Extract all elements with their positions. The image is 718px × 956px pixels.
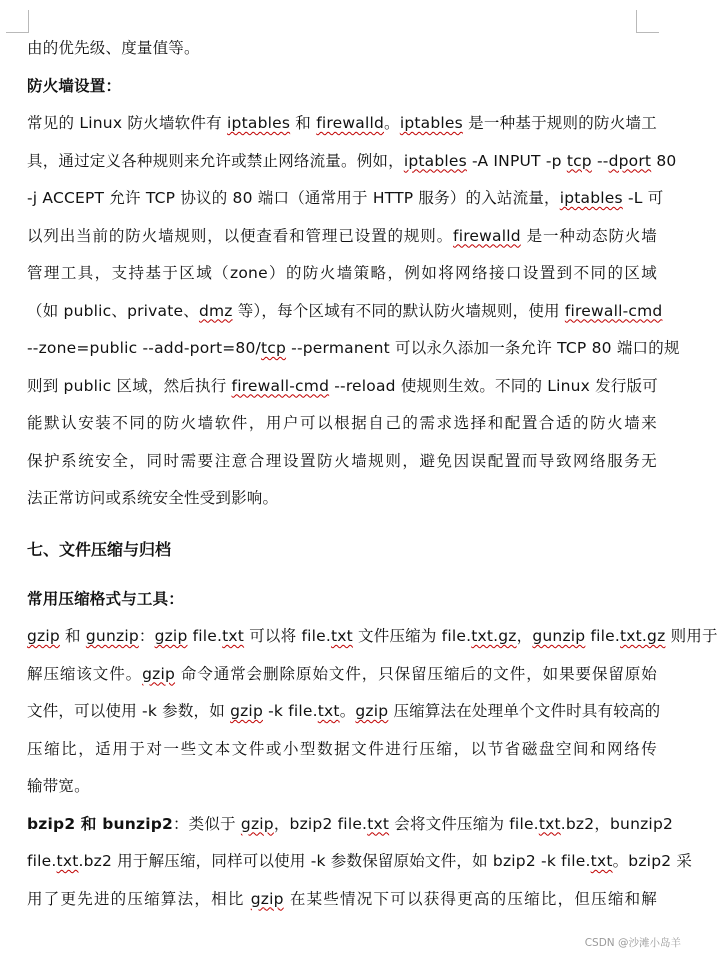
paragraph-line xyxy=(27,480,657,518)
paragraph-line xyxy=(27,330,680,368)
text-run: 输带宽。 xyxy=(27,777,90,795)
text-run: file. xyxy=(27,852,57,870)
text-run: .bz2 用于解压缩，同样可以使用 -k 参数保留原始文件，如 bzip2 -k file. xyxy=(78,852,591,870)
paragraph-line xyxy=(27,881,657,919)
text-run: --permanent 可以永久添加一条允许 TCP 80 端口的规 xyxy=(286,339,680,357)
paragraph-line xyxy=(27,105,657,143)
text-run: 压缩比，适用于对一些文本文件或小型数据文件进行压缩，以节省磁盘空间和网络传 xyxy=(27,739,657,758)
spellcheck-word: gzip xyxy=(355,702,389,720)
text-run: -k file. xyxy=(262,702,318,720)
text-run: 管理工具，支持基于区域（zone）的防火墙策略，例如将网络接口设置到不同的区域 xyxy=(27,264,657,282)
text-run: -- xyxy=(591,151,609,170)
spellcheck-word: txt xyxy=(538,814,561,833)
text-run: --reload 使规则生效。不同的 Linux 发行版可 xyxy=(329,376,658,395)
spellcheck-word: iptables xyxy=(399,114,463,132)
paragraph-line xyxy=(27,843,693,881)
text-run: 是一种动态防火墙 xyxy=(520,226,658,245)
text-run: 命令通常会删除原始文件，只保留压缩后的文件，如果要保留原始 xyxy=(175,664,657,683)
text-run: 文件，可以使用 -k 参数，如 xyxy=(27,702,231,720)
spellcheck-word: firewalld xyxy=(453,226,521,245)
spellcheck-word: firewall-cmd xyxy=(564,301,663,320)
spellcheck-word: txt xyxy=(56,852,79,870)
firewall-paragraph xyxy=(27,105,680,518)
page-corner-mark-top-left xyxy=(6,10,29,33)
paragraph-line xyxy=(27,443,657,481)
paragraph-line xyxy=(27,255,657,293)
text-run: 可以将 file. xyxy=(244,627,331,645)
spellcheck-word: gzip xyxy=(250,889,284,908)
text-run: 。 xyxy=(339,702,356,720)
text-run: 在某些情况下可以获得更高的压缩比，但压缩和解 xyxy=(283,889,658,908)
text-run: （如 public、private、 xyxy=(27,301,199,320)
text-run: ：类似于 xyxy=(172,814,241,833)
spellcheck-word: txt xyxy=(330,627,353,645)
spellcheck-word: txt xyxy=(590,852,613,870)
text-run: 80 xyxy=(651,151,677,170)
firewall-heading: 防火墙设置： xyxy=(27,76,122,95)
spellcheck-word: gzip xyxy=(154,627,188,645)
paragraph-line xyxy=(27,180,664,218)
spellcheck-word: firewalld xyxy=(316,114,384,132)
paragraph-line xyxy=(27,656,657,694)
spellcheck-word: gzip xyxy=(240,814,274,833)
spellcheck-word: txt.gz xyxy=(471,627,517,645)
paragraph-line xyxy=(27,806,674,844)
text-run: 则到 public 区域，然后执行 xyxy=(27,376,232,395)
spellcheck-word: tcp xyxy=(566,151,592,170)
text-run: ，bzip2 file. xyxy=(273,814,368,833)
text-run: 等），每个区域有不同的默认防火墙规则，使用 xyxy=(232,301,565,320)
paragraph-line xyxy=(27,218,657,256)
text-run: 。bzip2 采 xyxy=(612,852,693,870)
paragraph-line xyxy=(27,293,663,331)
text-run: 能默认安装不同的防火墙软件，用户可以根据自己的需求选择和配置合适的防火墙来 xyxy=(27,414,657,432)
text-run: 保护系统安全，同时需要注意合理设置防火墙规则，避免因误配置而导致网络服务无 xyxy=(27,451,657,470)
text-run: file. xyxy=(187,627,223,645)
text-run: 和 xyxy=(290,114,317,132)
text-run: 会将文件压缩为 file. xyxy=(389,814,539,833)
spellcheck-word: txt.gz xyxy=(620,627,666,645)
spellcheck-word: gzip xyxy=(142,664,176,683)
text-run: 解压缩该文件。 xyxy=(27,664,143,683)
text-run: --zone=public --add-port=80/ xyxy=(27,339,261,357)
tools-heading: 常用压缩格式与工具： xyxy=(27,589,185,608)
chapter-heading: 七、文件压缩与归档 xyxy=(27,539,172,559)
paragraph-line xyxy=(27,693,661,731)
spellcheck-word: gzip xyxy=(230,702,263,720)
text-run: 。 xyxy=(384,114,400,132)
text-run: -L 可 xyxy=(622,189,664,207)
paragraph-line: 由的优先级、度量值等。 xyxy=(27,39,200,57)
text-run: 以列出当前的防火墙规则，以便查看和管理已设置的规则。 xyxy=(27,226,454,245)
text-run: -A INPUT -p xyxy=(466,151,567,170)
text-run: file. xyxy=(585,627,620,645)
document-body[interactable] xyxy=(27,30,718,918)
text-run: ， xyxy=(516,627,533,645)
text-run: 是一种基于规则的防火墙工 xyxy=(462,114,658,132)
paragraph-line xyxy=(27,768,657,806)
spellcheck-word: dmz xyxy=(198,301,233,320)
paragraph-line xyxy=(27,368,657,406)
spellcheck-word: iptables xyxy=(559,189,623,207)
text-run: 和 xyxy=(59,627,86,645)
text-run: 用了更先进的压缩算法，相比 xyxy=(27,889,251,908)
text-run: ： xyxy=(138,627,155,645)
spellcheck-word: txt xyxy=(317,702,340,720)
gzip-paragraph xyxy=(27,618,718,806)
text-run: 文件压缩为 file. xyxy=(352,627,472,645)
spellcheck-word: gunzip xyxy=(85,627,139,645)
spellcheck-word: gunzip xyxy=(532,627,586,645)
spellcheck-word: iptables xyxy=(403,151,467,170)
text-run: 则用于 xyxy=(665,627,718,645)
paragraph-line xyxy=(27,143,677,181)
text-run: -j ACCEPT 允许 TCP 协议的 80 端口（通常用于 HTTP 服务）的入站流量， xyxy=(27,189,560,207)
spellcheck-word: txt xyxy=(367,814,390,833)
spellcheck-word: iptables xyxy=(227,114,291,132)
text-run: 常见的 Linux 防火墙软件有 xyxy=(27,114,228,132)
bold-term: bzip2 和 bunzip2 xyxy=(27,814,173,833)
spellcheck-word: tcp xyxy=(260,339,287,357)
paragraph-line xyxy=(27,731,657,769)
spellcheck-word: gzip xyxy=(27,627,60,645)
text-run: 压缩算法在处理单个文件时具有较高的 xyxy=(388,702,661,720)
text-run: 具，通过定义各种规则来允许或禁止网络流量。例如， xyxy=(27,151,404,170)
paragraph-line xyxy=(27,618,718,656)
text-run: 法正常访问或系统安全性受到影响。 xyxy=(27,489,279,507)
bzip2-paragraph xyxy=(27,806,693,919)
spellcheck-word: txt xyxy=(222,627,245,645)
text-run: .bz2，bunzip2 xyxy=(560,814,674,833)
csdn-watermark: CSDN @沙滩小岛羊 xyxy=(584,937,681,949)
paragraph-line xyxy=(27,405,657,443)
spellcheck-word: firewall-cmd xyxy=(231,376,330,395)
spellcheck-word: dport xyxy=(608,151,652,170)
